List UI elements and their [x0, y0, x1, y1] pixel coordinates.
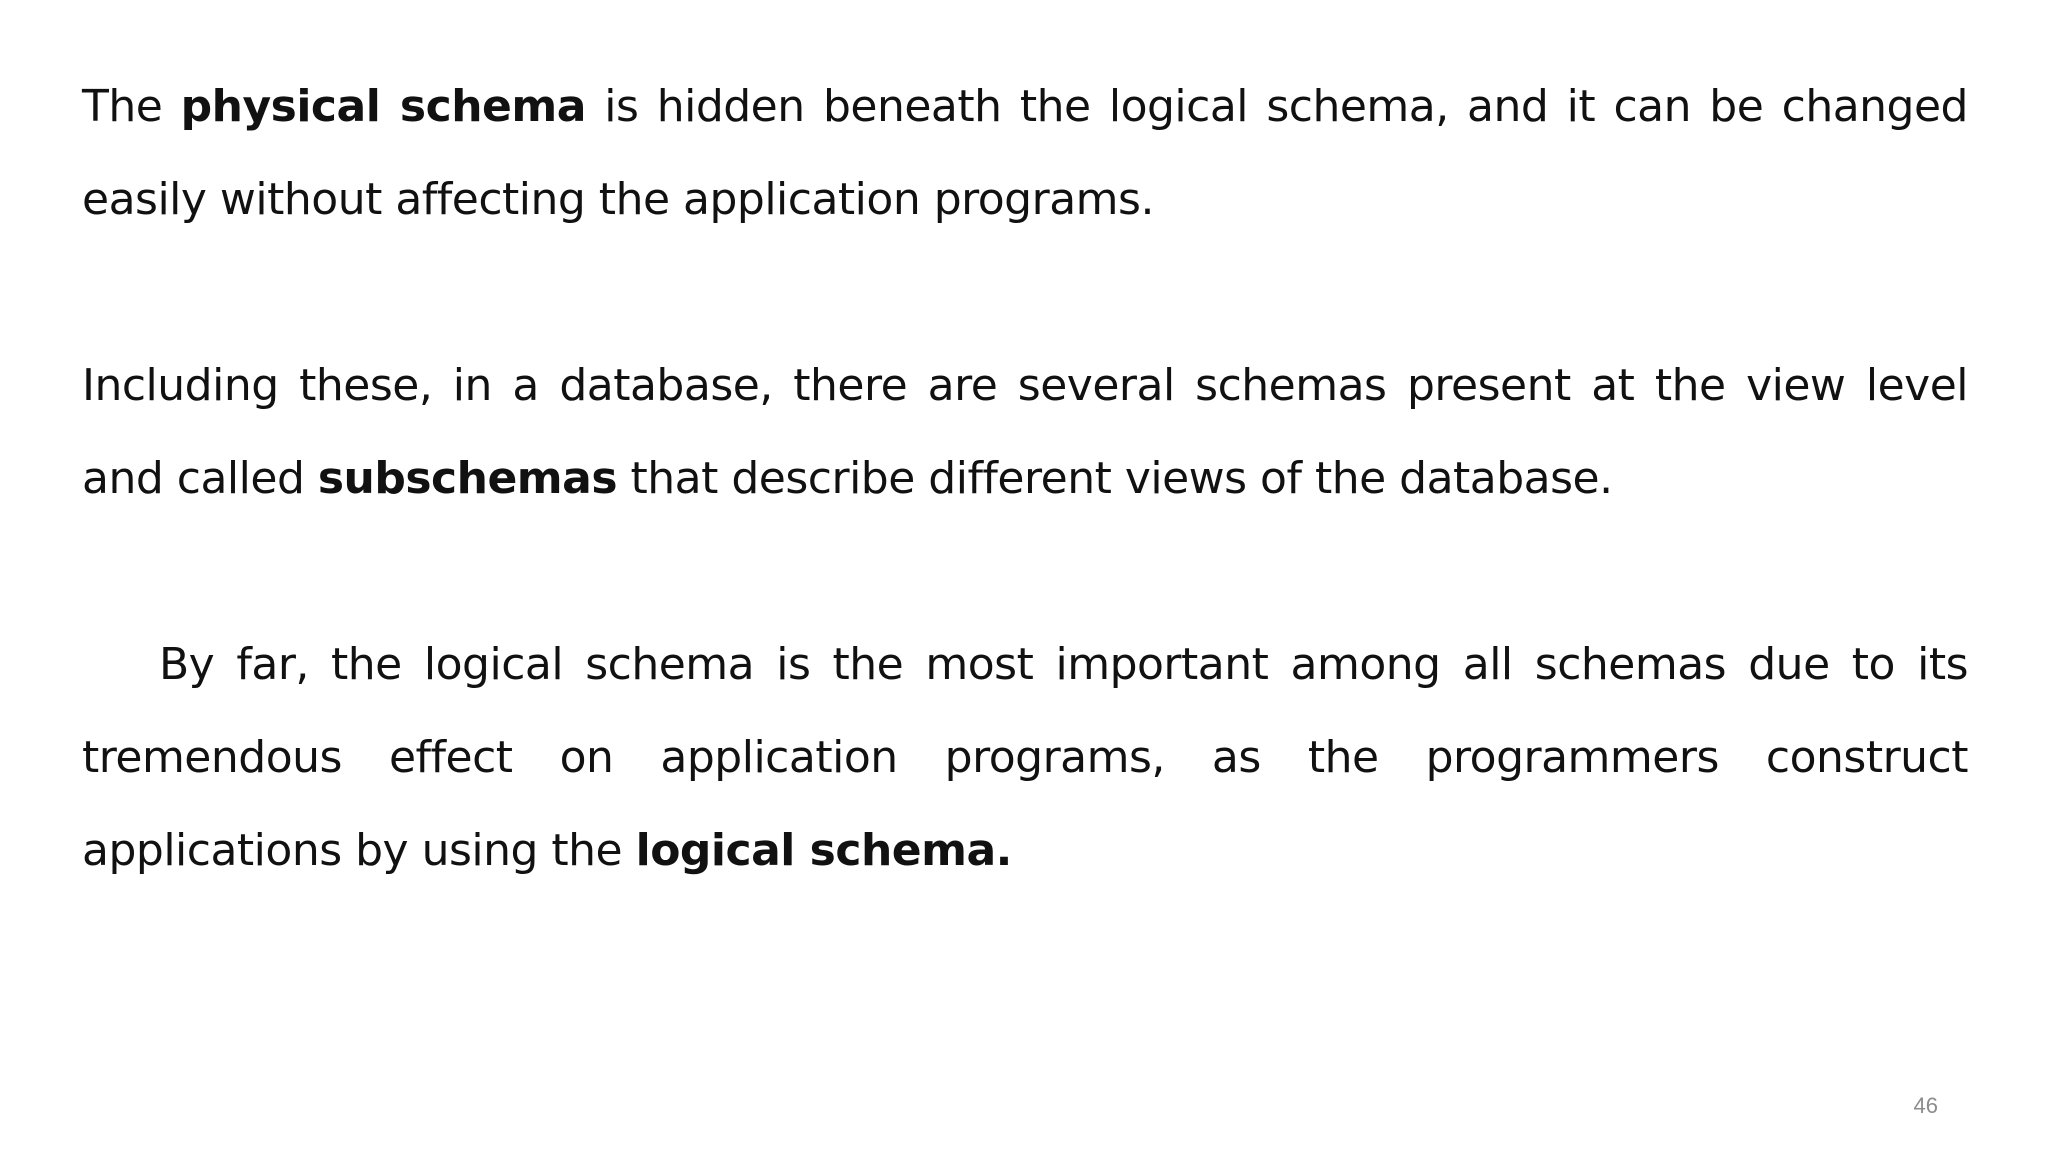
slide-body — [82, 60, 1968, 897]
text-segment: By far, the logical schema is the most important among all schemas due to its tremendous effect on application programs, as the programmers construct applications by using the — [82, 639, 1968, 876]
text-segment: that describe different views of the database. — [617, 453, 1613, 504]
bold-term-subschemas: subschemas — [317, 453, 618, 504]
bold-term-physical-schema: physical schema — [180, 81, 586, 132]
bold-term-logical-schema: logical schema. — [635, 825, 1012, 876]
paragraph-subschemas — [82, 339, 1968, 525]
page-number: 46 — [1913, 1093, 1938, 1118]
text-segment: The — [82, 81, 181, 132]
text-segment: Including these, in a database, there are several schemas present at the view level and called — [82, 360, 1968, 504]
paragraph-logical-schema — [82, 618, 1968, 897]
text-segment: is hidden beneath the logical schema, and it can be changed easily without affecting the application programs. — [82, 81, 1968, 225]
paragraph-physical-schema — [82, 60, 1968, 246]
